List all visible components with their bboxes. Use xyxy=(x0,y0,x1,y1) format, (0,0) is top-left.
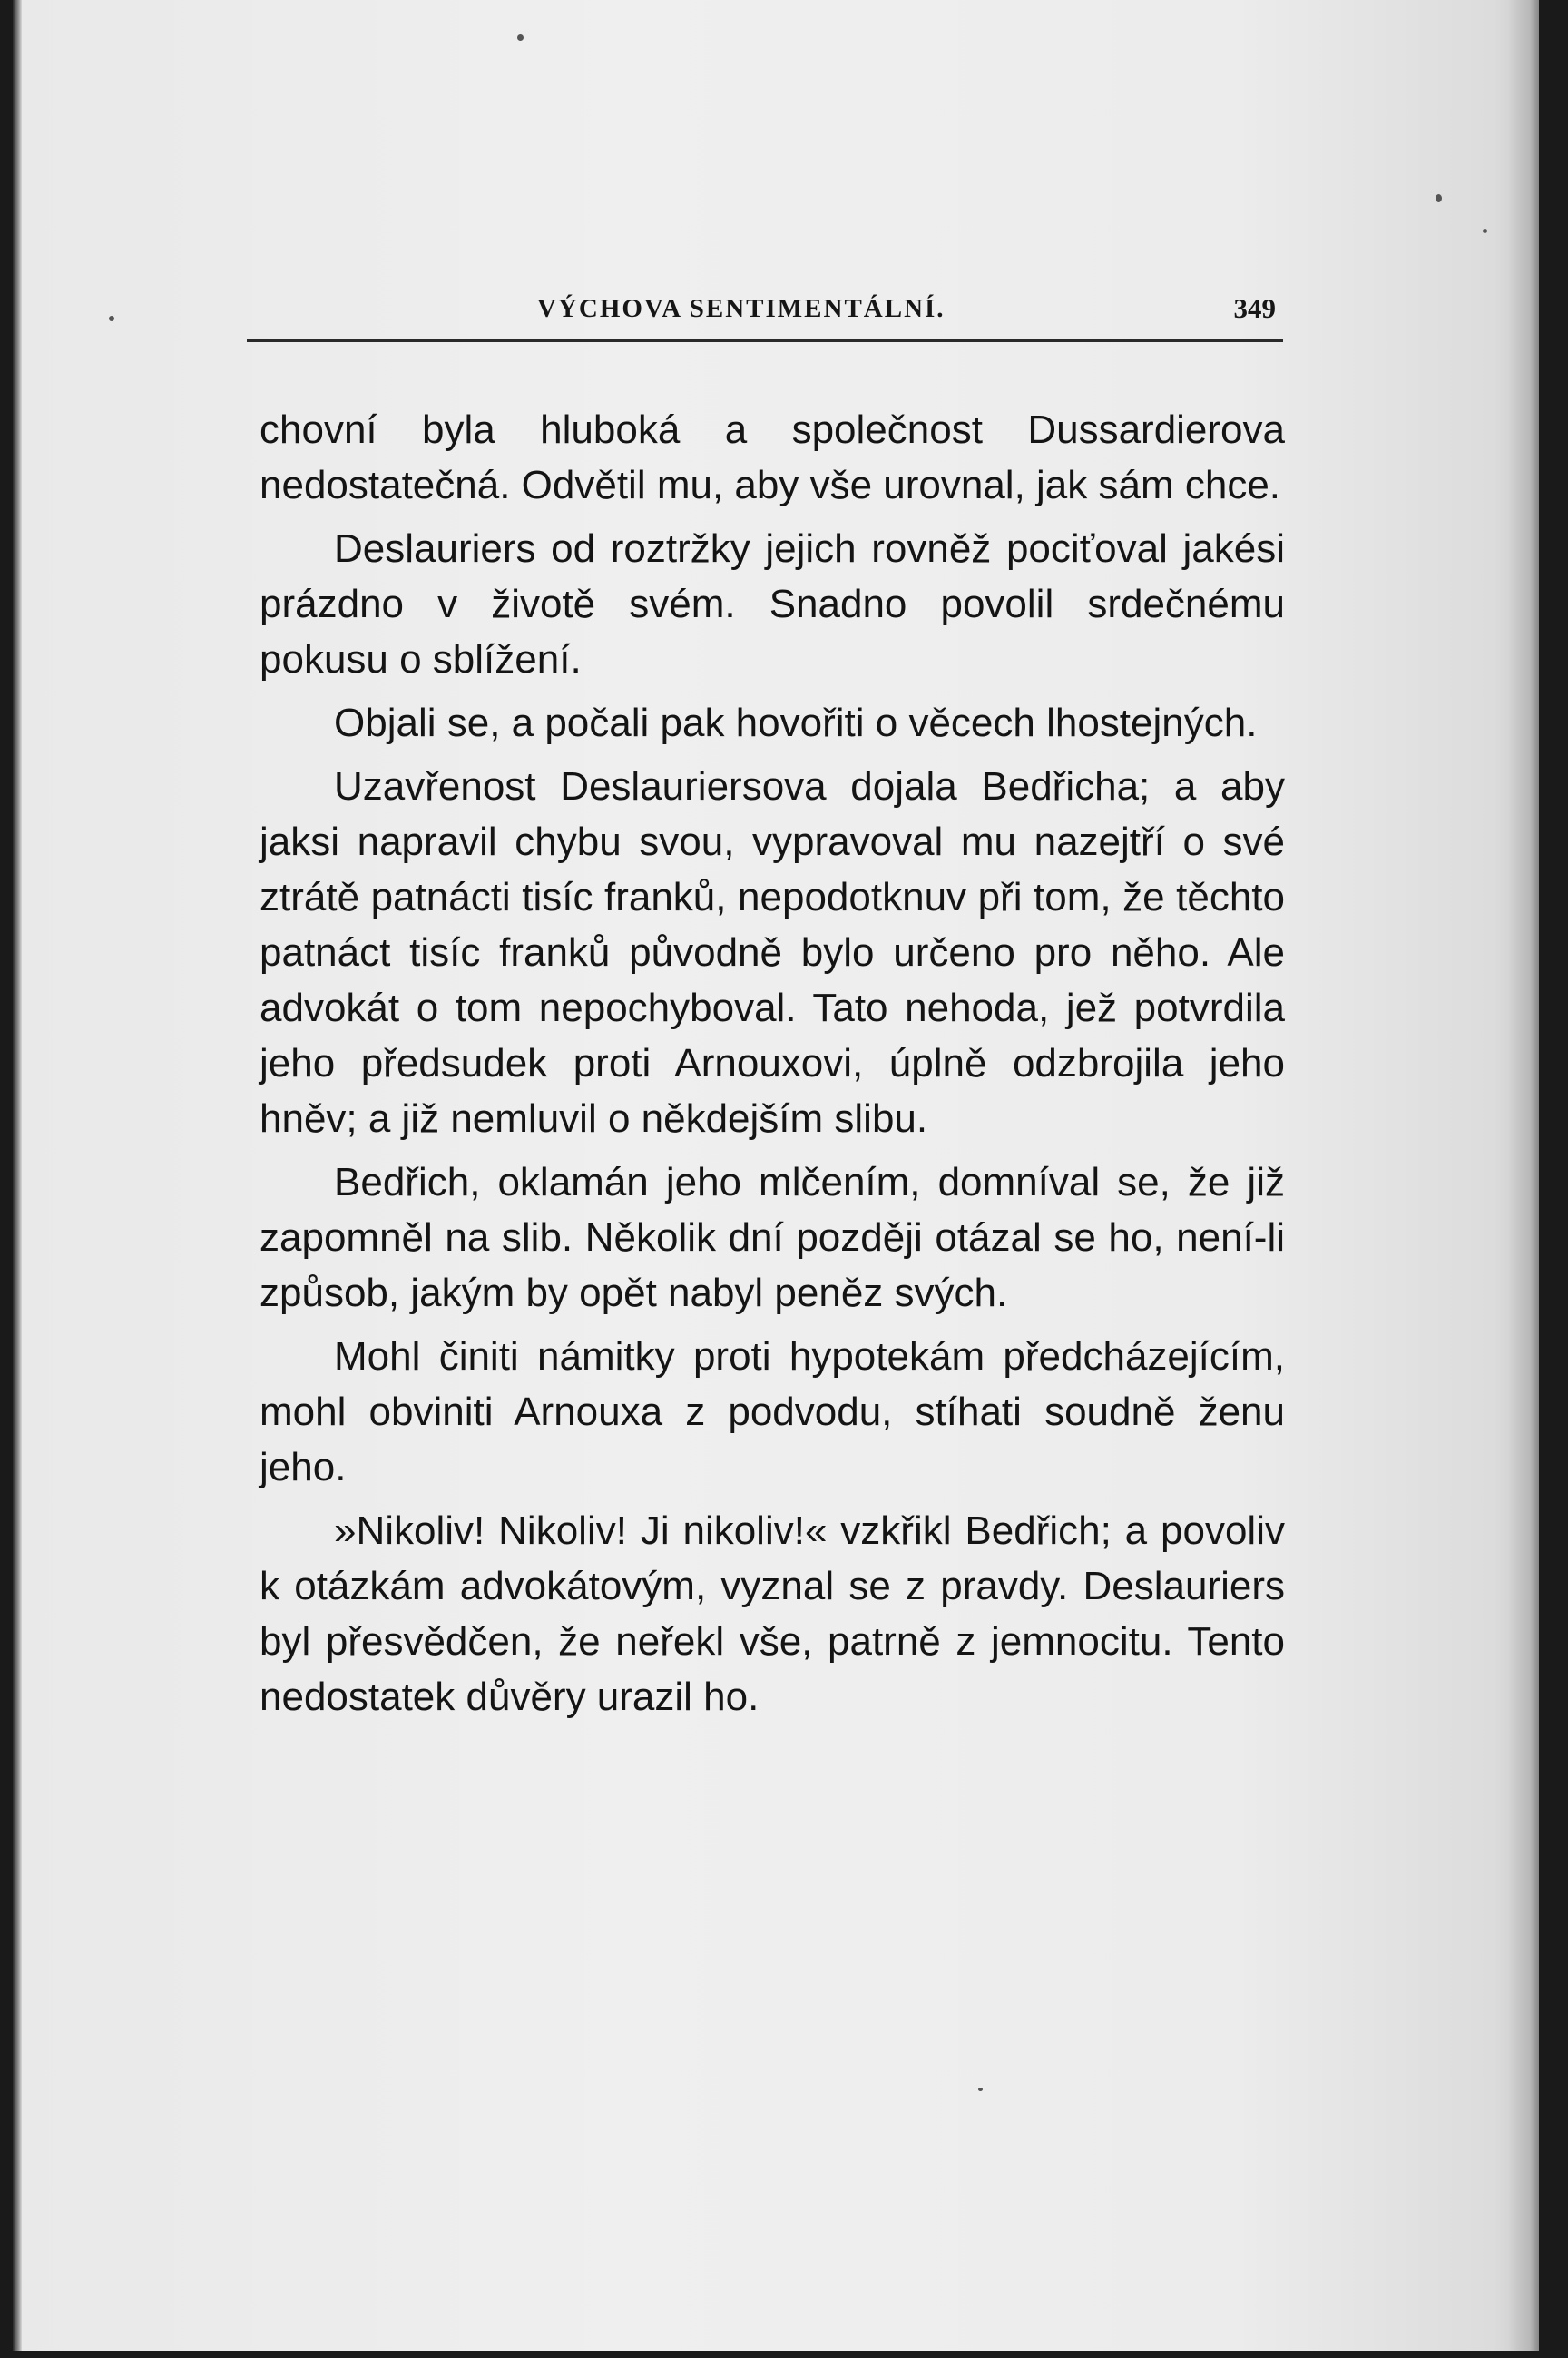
dust-speck xyxy=(978,2088,983,2091)
page-right-edge xyxy=(1508,0,1539,2351)
running-title: VÝCHOVA SENTIMENTÁLNÍ. xyxy=(537,294,946,323)
paragraph-2: Deslauriers od roztržky jejich rovněž pociťoval jakési prázdno v životě svém. Snadno povolil srdečnému pokusu o sblížení. xyxy=(260,526,1285,682)
dust-speck xyxy=(109,316,114,321)
page-header xyxy=(247,292,1281,338)
paragraph-4: Uzavřenost Deslauriersova dojala Bedřicha; a aby jaksi napravil chybu svou, vypravoval mu nazejtří o své ztrátě patnácti tisíc franků, nepodotknuv při tom, že těchto patnáct tisíc franků původně bylo určeno pro něho. Ale advokát o tom nepochyboval. Tato nehoda, jež potvrdila jeho předsudek proti Arnouxovi, úplně odzbrojila jeho hněv; a již nemluvil o někdejším slibu. xyxy=(260,764,1285,1141)
page-number: 349 xyxy=(1233,292,1276,324)
paragraph-5: Bedřich, oklamán jeho mlčením, domníval se, že již zapomněl na slib. Několik dní později otázal se ho, není-li způsob, jakým by opět nabyl peněz svých. xyxy=(260,1160,1285,1315)
dust-speck xyxy=(517,34,524,41)
paragraph-7: »Nikoliv! Nikoliv! Ji nikoliv!« vzkřikl Bedřich; a povoliv k otázkám advokátovým, vyznal se z pravdy. Deslauriers byl přesvědčen, že neřekl vše, patrně z jemnocitu. Tento nedostatek důvěry urazil ho. xyxy=(260,1508,1285,1719)
text-body xyxy=(260,402,1285,1733)
dust-speck xyxy=(1483,229,1487,233)
header-rule xyxy=(247,339,1283,342)
paragraph-3: Objali se, a počali pak hovořiti o věcech lhostejných. xyxy=(334,701,1258,745)
paragraph-1: chovní byla hluboká a společnost Dussardierova nedostatečná. Odvětil mu, aby vše urovnal, jak sám chce. xyxy=(260,408,1285,507)
dust-speck xyxy=(1436,194,1442,202)
page-left-edge xyxy=(13,0,22,2351)
paragraph-6: Mohl činiti námitky proti hypotekám předcházejícím, mohl obviniti Arnouxa z podvodu, stíhati soudně ženu jeho. xyxy=(260,1334,1285,1489)
book-page xyxy=(13,0,1539,2351)
